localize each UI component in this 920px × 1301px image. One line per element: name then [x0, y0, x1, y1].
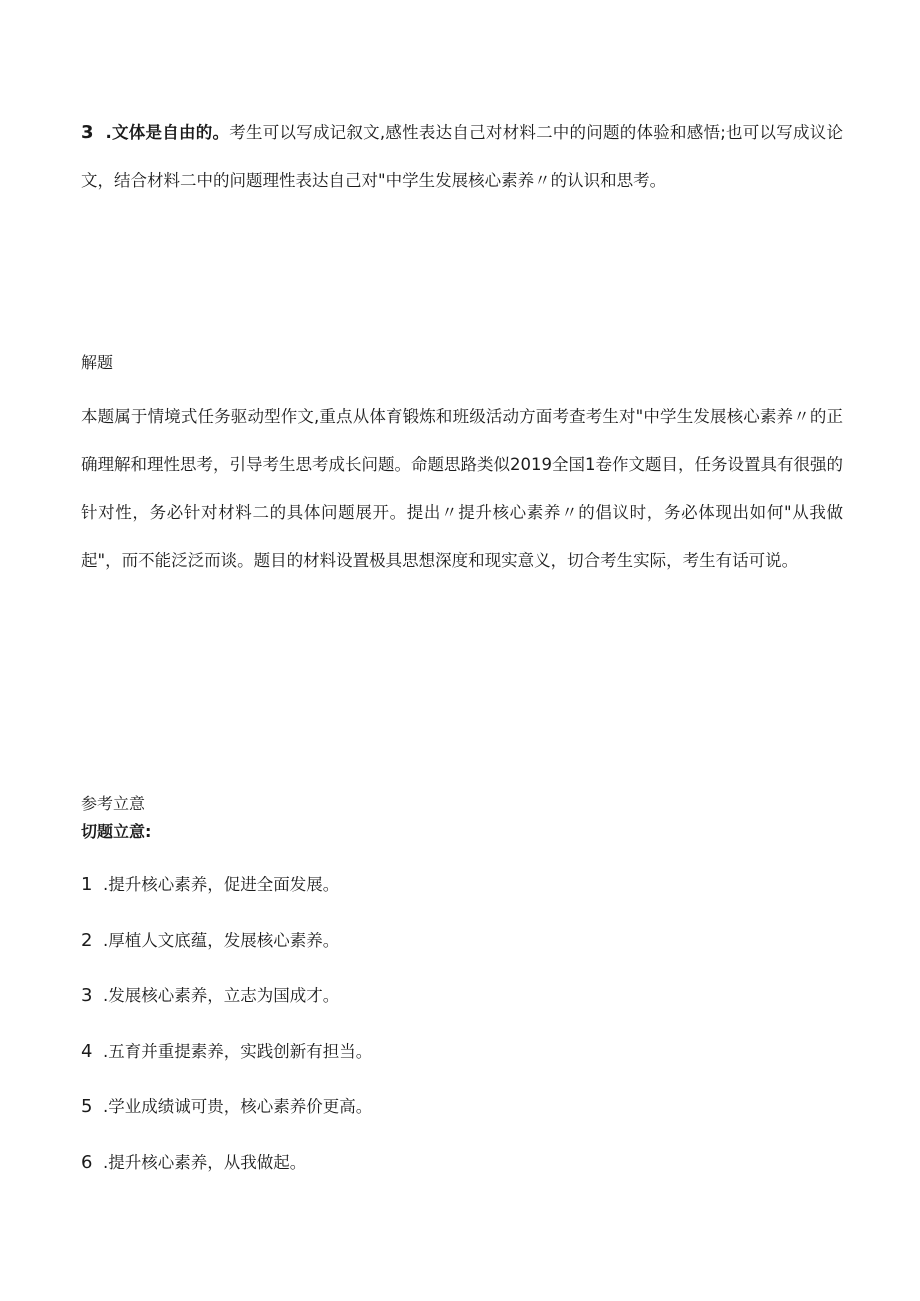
intro-paragraph	[81, 109, 843, 205]
point-number: 6	[81, 1151, 93, 1173]
point-number: 5	[81, 1096, 93, 1118]
point-text: .提升核心素养，促进全面发展。	[103, 875, 340, 894]
reference-subtitle: 切题立意:	[81, 822, 152, 841]
reference-point-list	[81, 873, 843, 1207]
list-item	[81, 929, 843, 985]
analysis-title: 解题	[81, 353, 114, 372]
list-item	[81, 984, 843, 1040]
point-number: 2	[81, 929, 93, 951]
list-item	[81, 1151, 843, 1207]
point-text: .厚植人文底蕴，发展核心素养。	[103, 930, 340, 950]
point-number: 4	[81, 1040, 93, 1062]
reference-title: 参考立意	[81, 794, 146, 813]
intro-body-text: 考生可以写成记叙文,感性表达自己对材料二中的问题的体验和感悟;也可以写成议论文，结合材料二中的问题理性表达自己对"中学生发展核心素养〃的认识和思考。	[81, 123, 843, 190]
point-number: 1	[81, 874, 93, 895]
point-text: .提升核心素养，从我做起。	[103, 1152, 307, 1172]
intro-bold-lead: .文体是自由的。	[105, 123, 230, 142]
point-number: 3	[81, 985, 93, 1007]
list-item	[81, 873, 843, 929]
point-text: .学业成绩诚可贵，核心素养价更高。	[103, 1097, 373, 1117]
list-item	[81, 1095, 843, 1151]
point-text: .发展核心素养，立志为国成才。	[103, 986, 340, 1006]
analysis-body: 本题属于情境式任务驱动型作文,重点从体育锻炼和班级活动方面考查考生对"中学生发展核心素养〃的正确理解和理性思考，引导考生思考成长问题。命题思路类似2019全国1卷作文题目，任务设置具有很强的针对性，务必针对材料二的具体问题展开。提出〃提升核心素养〃的倡议时，务必体现出如何"从我做起"，而不能泛泛而谈。题目的材料设置极具思想深度和现实意义，切合考生实际，考生有话可说。	[81, 407, 843, 570]
list-item	[81, 1040, 843, 1096]
intro-number: 3	[81, 122, 94, 143]
point-text: .五育并重提素养，实践创新有担当。	[103, 1041, 373, 1061]
